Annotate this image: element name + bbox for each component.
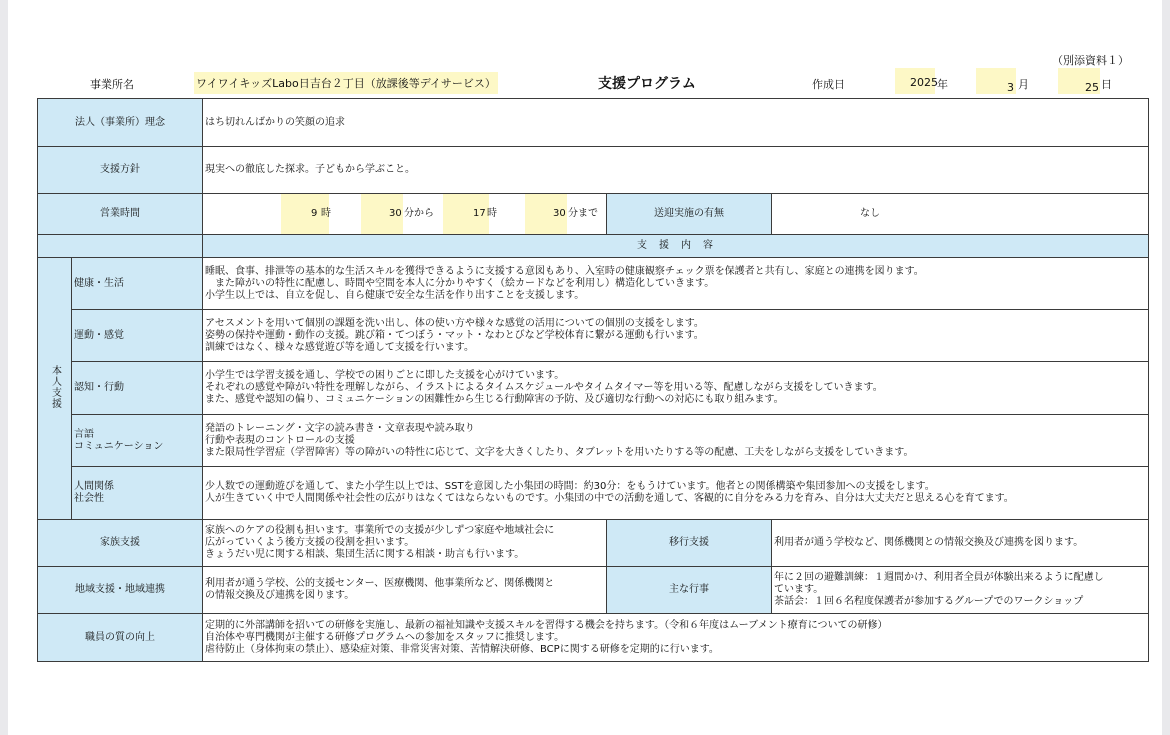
transport-value: なし <box>772 194 1149 235</box>
philosophy-row <box>38 99 1149 147</box>
year-value: 2025 <box>910 76 938 89</box>
start-hour: 9 <box>311 208 318 219</box>
family-transition-row <box>38 520 1149 567</box>
office-label: 事業所名 <box>90 78 134 91</box>
area-label-motor: 運動・感覚 <box>72 310 203 362</box>
office-name: ワイワイキッズLabo日吉台２丁目（放課後等デイサービス） <box>194 72 498 94</box>
month-value: 3 <box>1007 81 1014 94</box>
community-events-row <box>38 567 1149 614</box>
support-header-row <box>38 235 1149 258</box>
area-row-motor <box>38 310 1149 362</box>
start-min: 30 <box>389 208 402 219</box>
year-unit: 年 <box>937 78 948 91</box>
policy-text: 現実への徹底した探求。子どもから学ぶこと。 <box>203 147 1149 194</box>
transition-label: 移行支援 <box>607 520 772 567</box>
policy-label: 支援方針 <box>38 147 203 194</box>
to-unit: 分まで <box>568 208 598 219</box>
staff-text: 定期的に外部講師を招いての研修を実施し、最新の福祉知識や支援スキルを習得する機会を持ちます。（令和６年度はムーブメント療育についての研修） 自治体や専門機関が主催する研修プログラムへの参加をスタッフに推奨します。 虐待防止（身体拘束の禁止）、感染症対策、非常災害対策、苦情解決研修、BCPに関する研修を定期的に行います。 <box>203 614 1149 662</box>
support-program-table <box>37 98 1149 662</box>
support-header-blank <box>38 235 203 258</box>
support-header: 支 援 内 容 <box>203 235 1149 258</box>
area-row-health <box>38 258 1149 310</box>
from-unit: 分から <box>404 208 434 219</box>
hours-label: 営業時間 <box>38 194 203 235</box>
hours-cell <box>203 194 607 235</box>
transition-text: 利用者が通う学校など、関係機関との情報交換及び連携を図ります。 <box>772 520 1149 567</box>
day-value: 25 <box>1085 81 1099 94</box>
area-label-cognition: 認知・行動 <box>72 362 203 415</box>
area-row-language <box>38 415 1149 467</box>
philosophy-text: はち切れんばかりの笑顔の追求 <box>203 99 1149 147</box>
created-label: 作成日 <box>812 78 845 91</box>
transport-label: 送迎実施の有無 <box>607 194 772 235</box>
area-text-cognition: 小学生では学習支援を通し、学校での困りごとに即した支援を心がけています。 それぞれの感覚や障がい特性を理解しながら、イラストによるタイムスケジュールやタイムタイマー等を用いる等、配慮しながら支援をしていきます。 また、感覚や認知の偏り、コミュニケーションの困難性から生じる行動障害の予防、及び適切な行動への対応にも取り組みます。 <box>203 362 1149 415</box>
community-label: 地域支援・地域連携 <box>38 567 203 614</box>
area-label-social: 人間関係 社会性 <box>72 467 203 520</box>
annex-label: （別添資料１） <box>1052 54 1129 67</box>
day-unit: 日 <box>1101 78 1112 91</box>
personal-support-label: 本人支援 <box>38 258 72 520</box>
area-text-social: 少人数での運動遊びを通して、また小学生以上では、SSTを意図した小集団の時間：約30分：をもうけています。他者との関係構築や集団参加への支援をします。 人が生きていく中で人間関係や社会性の広がりはなくてはならないものです。小集団の中での活動を通して、客観的に自分をみる力を育み、自分は大丈夫だと思える心を育てます。 <box>203 467 1149 520</box>
end-hour: 17 <box>473 208 486 219</box>
area-text-language: 発語のトレーニング・文字の読み書き・文章表現や読み取り 行動や表現のコントロールの支援 また限局性学習症（学習障害）等の障がいの特性に応じて、文字を大きくしたり、タブレットを用いたりする等の配慮、工夫をしながら支援をしていきます。 <box>203 415 1149 467</box>
community-text: 利用者が通う学校、公的支援センター、医療機関、他事業所など、関係機関と の情報交換及び連携を図ります。 <box>203 567 607 614</box>
area-row-cognition <box>38 362 1149 415</box>
staff-label: 職員の質の向上 <box>38 614 203 662</box>
area-label-health: 健康・生活 <box>72 258 203 310</box>
start-hour-unit: 時 <box>321 208 331 219</box>
family-label: 家族支援 <box>38 520 203 567</box>
end-hour-unit: 時 <box>487 208 497 219</box>
end-min: 30 <box>553 208 566 219</box>
month-unit: 月 <box>1018 78 1029 91</box>
page-title: 支援プログラム <box>598 76 696 92</box>
area-text-motor: アセスメントを用いて個別の課題を洗い出し、体の使い方や様々な感覚の活用についての個別の支援をします。 姿勢の保持や運動・動作の支援。跳び箱・てつぼう・マット・なわとびなど学校体育に繋がる運動も行います。 訓練ではなく、様々な感覚遊び等を通して支援を行います。 <box>203 310 1149 362</box>
philosophy-label: 法人（事業所）理念 <box>38 99 203 147</box>
events-label: 主な行事 <box>607 567 772 614</box>
policy-row <box>38 147 1149 194</box>
area-label-language: 言語 コミュニケーション <box>72 415 203 467</box>
area-text-health: 睡眠、食事、排泄等の基本的な生活スキルを獲得できるように支援する意図もあり、入室時の健康観察チェック票を保護者と共有し、家庭との連携を図ります。 また障がいの特性に配慮し、時間や空間を本人に分かりやすく（絵カードなどを利用し）構造化していきます。 小学生以上では、自立を促し、自ら健康で安全な生活を作り出すことを支援します。 <box>203 258 1149 310</box>
staff-row <box>38 614 1149 662</box>
area-row-social <box>38 467 1149 520</box>
document-sheet <box>8 0 1162 735</box>
hours-row <box>38 194 1149 235</box>
family-text: 家族へのケアの役割も担います。事業所での支援が少しずつ家庭や地域社会に 広がっていくよう後方支援の役割を担います。 きょうだい児に関する相談、集団生活に関する相談・助言も行います。 <box>203 520 607 567</box>
events-text: 年に２回の避難訓練：１週間かけ、利用者全員が体験出来るように配慮し ています。 茶話会：１回６名程度保護者が参加するグループでのワークショップ <box>772 567 1149 614</box>
